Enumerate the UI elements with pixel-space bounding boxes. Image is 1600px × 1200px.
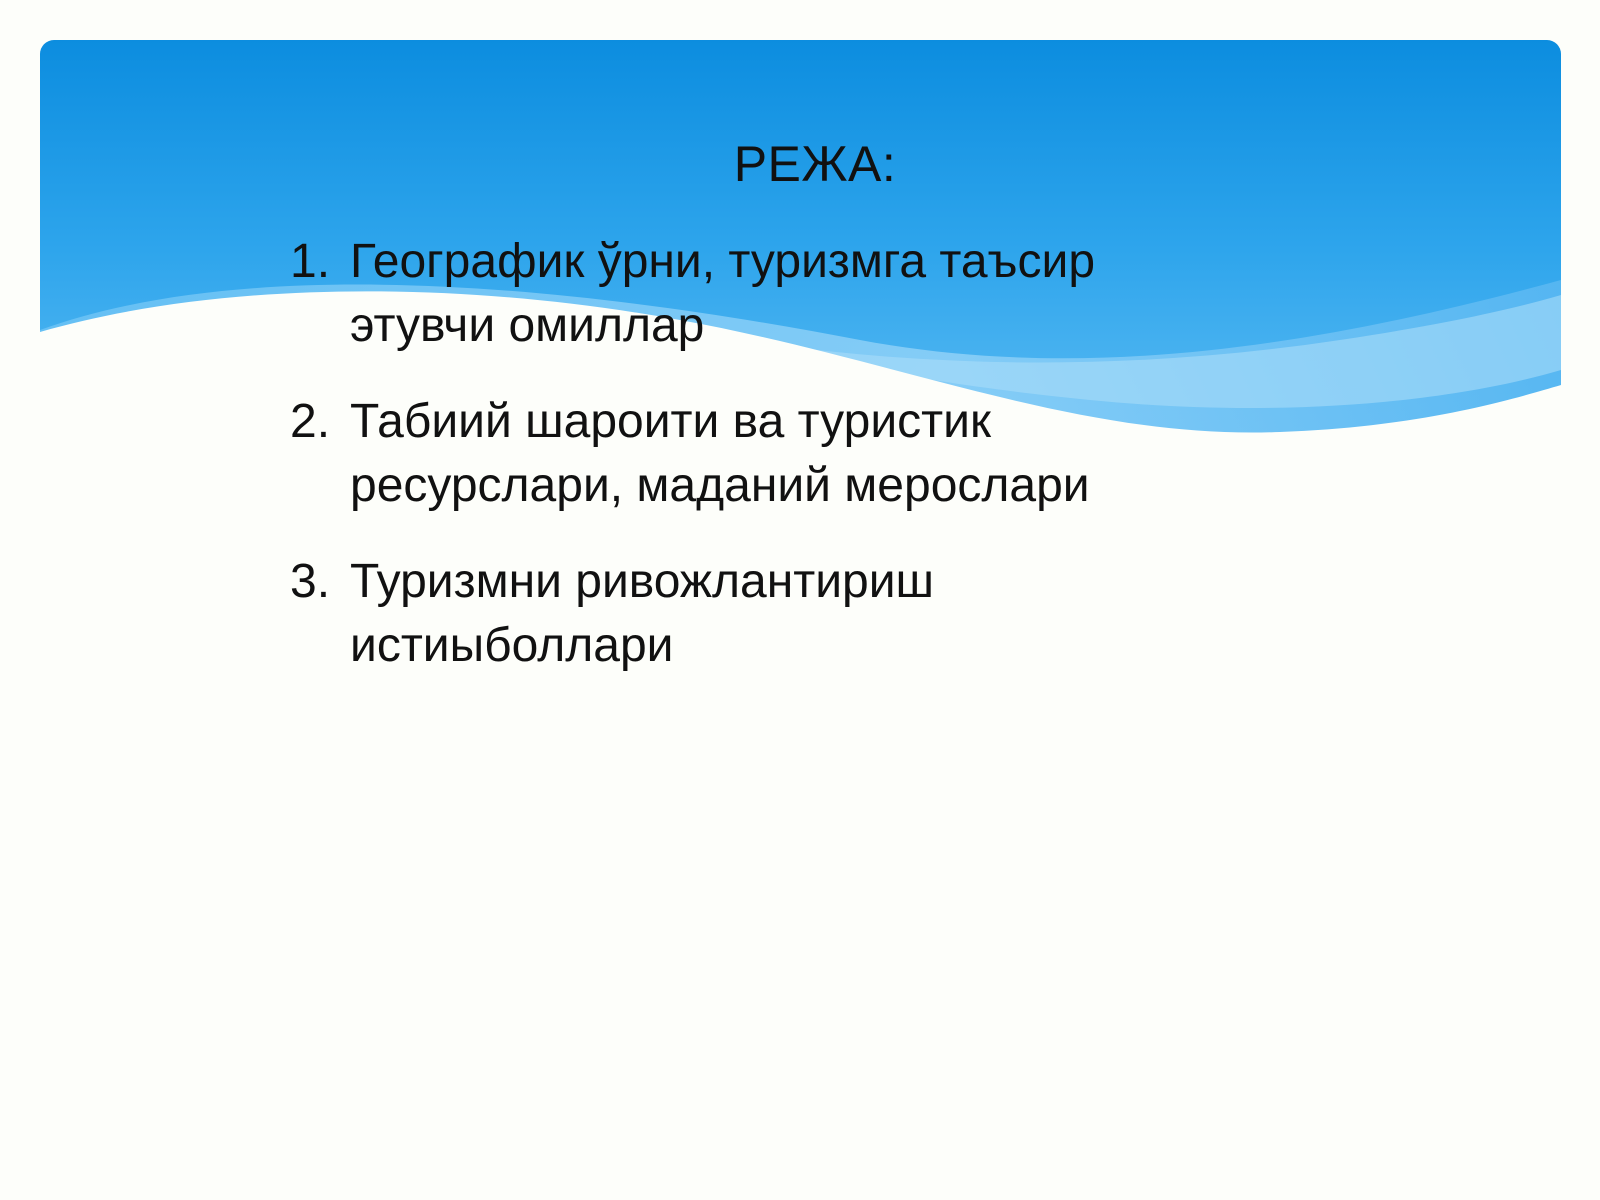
list-item <box>290 550 1250 678</box>
item-number: 3. <box>290 555 331 608</box>
plan-list <box>290 230 1250 710</box>
item-number: 2. <box>290 395 331 448</box>
item-text: Табиий шароити ва туристик ресурслари, маданий мерослари <box>350 395 1090 512</box>
list-item <box>290 230 1250 358</box>
list-item <box>290 390 1250 518</box>
slide-title: РЕЖА: <box>733 136 897 192</box>
item-text: Туризмни ривожлантириш истиыболлари <box>350 555 935 672</box>
item-number: 1. <box>290 235 331 288</box>
item-text: Географик ўрни, туризмга таъсир этувчи омиллар <box>350 235 1096 352</box>
